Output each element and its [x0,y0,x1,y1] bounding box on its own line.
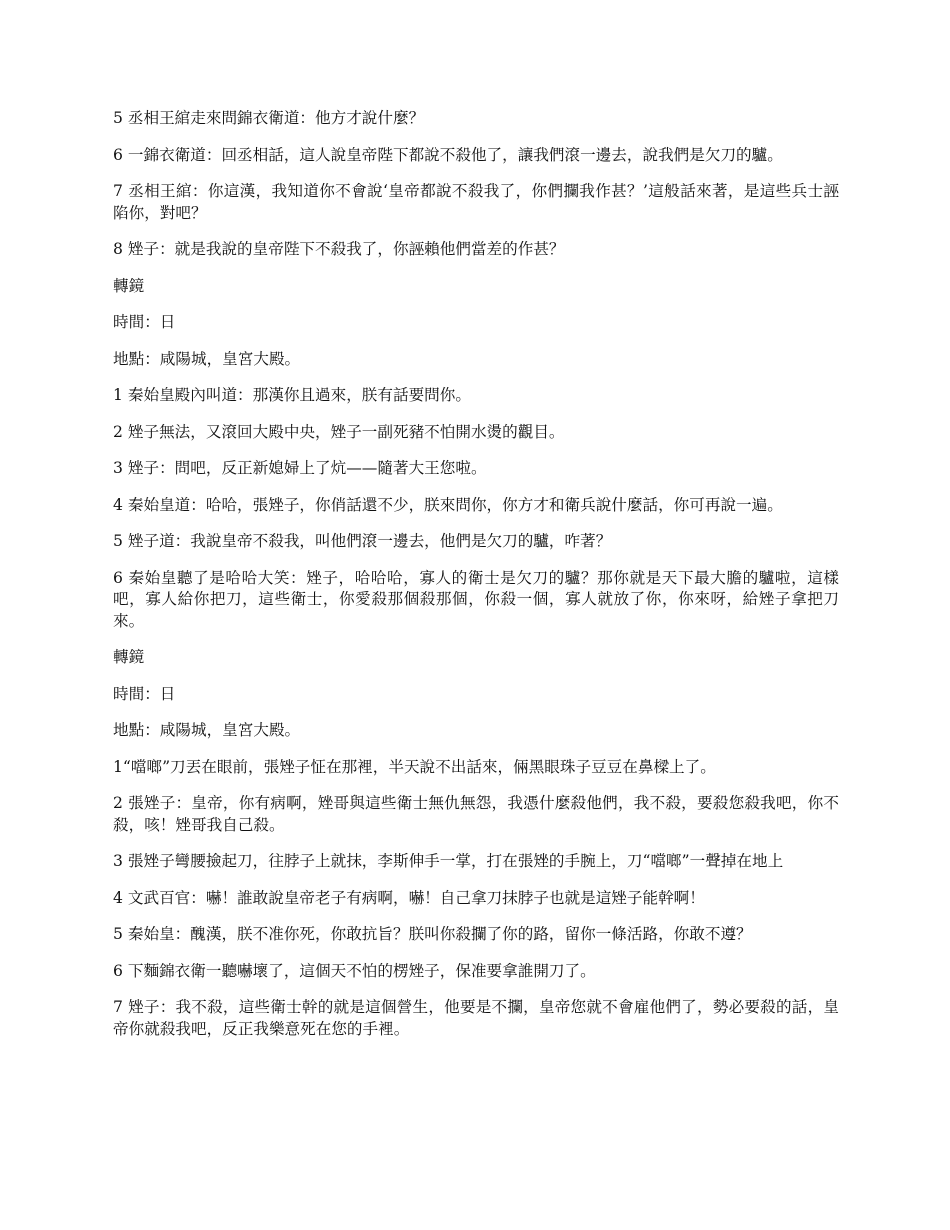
paragraph: 8 矬子：就是我說的皇帝陛下不殺我了，你誣賴他們當差的作甚？ [113,240,565,258]
paragraph: 2 矬子無法，又滾回大殿中央，矬子一副死豬不怕開水燙的觀目。 [113,422,565,441]
scene-transition: 轉鏡 [113,648,145,666]
paragraph: 1“噹啷”刀丟在眼前，張矬子怔在那裡，半天說不出話來，倆黑眼珠子豆豆在鼻樑上了。 [113,757,716,776]
scene-location: 地點：咸陽城，皇宮大殿。 [113,349,301,368]
paragraph: 6 下麵錦衣衛一聽嚇壞了，這個天不怕的楞矬子，保准要拿誰開刀了。 [113,961,596,980]
paragraph: 4 文武百官：嚇！誰敢說皇帝老子有病啊，嚇！自己拿刀抹脖子也就是這矬子能幹啊！ [113,888,705,907]
paragraph: 5 矬子道：我說皇帝不殺我，叫他們滾一邊去，他們是欠刀的驢，咋著？ [113,532,612,550]
scene-time: 時間：日 [113,313,176,331]
paragraph: 4 秦始皇道：哈哈，張矬子，你俏話還不少，朕來問你，你方才和衛兵說什麼話，你可再說一遍。 [113,495,783,514]
paragraph: 3 張矬子彎腰撿起刀，往脖子上就抹，李斯伸手一掌，打在張矬的手腕上，刀“噹啷”一聲掉在地上 [113,852,784,870]
paragraph: 1 秦始皇殿內叫道：那漢你且過來，朕有話要問你。 [113,386,471,404]
paragraph: 5 丞相王綰走來問錦衣衛道：他方才說什麼？ [113,109,425,127]
paragraph: 3 矬子：問吧，反正新媳婦上了炕——隨著大王您啦。 [113,459,487,477]
paragraph: 6 一錦衣衛道：回丞相話，這人說皇帝陛下都說不殺他了，讓我們滾一邊去，說我們是欠刀的驢。 [113,145,783,164]
paragraph: 2 張矬子：皇帝，你有病啊，矬哥與這些衛士無仇無怨，我憑什麼殺他們，我不殺，要殺您殺我吧，你不殺，咳！矬哥我自己殺。 [113,794,839,834]
scene-time: 時間：日 [113,684,176,703]
paragraph: 5 秦始皇：醜漢，朕不准你死，你敢抗旨？朕叫你殺攔了你的路，留你一條活路，你敢不遵？ [113,925,752,943]
scene-location: 地點：咸陽城，皇宮大殿。 [113,721,301,739]
paragraph: 7 丞相王綰：你這漢，我知道你不會說‘皇帝都說不殺我了，你們攔我作甚？’這般話來著，是這些兵士誣陷你，對吧？ [113,182,839,222]
paragraph: 6 秦始皇聽了是哈哈大笑：矬子，哈哈哈，寡人的衛士是欠刀的驢？那你就是天下最大膽的驢啦，這樣吧，寡人給你把刀，這些衛士，你愛殺那個殺那個，你殺一個，寡人就放了你，你來呀，給矬子拿把刀來。 [113,568,839,630]
scene-transition: 轉鏡 [113,276,145,295]
paragraph: 7 矬子：我不殺，這些衛士幹的就是這個營生，他要是不攔，皇帝您就不會雇他們了，勢必要殺的話，皇帝你就殺我吧，反正我樂意死在您的手裡。 [113,998,839,1038]
document-body [113,108,839,1055]
